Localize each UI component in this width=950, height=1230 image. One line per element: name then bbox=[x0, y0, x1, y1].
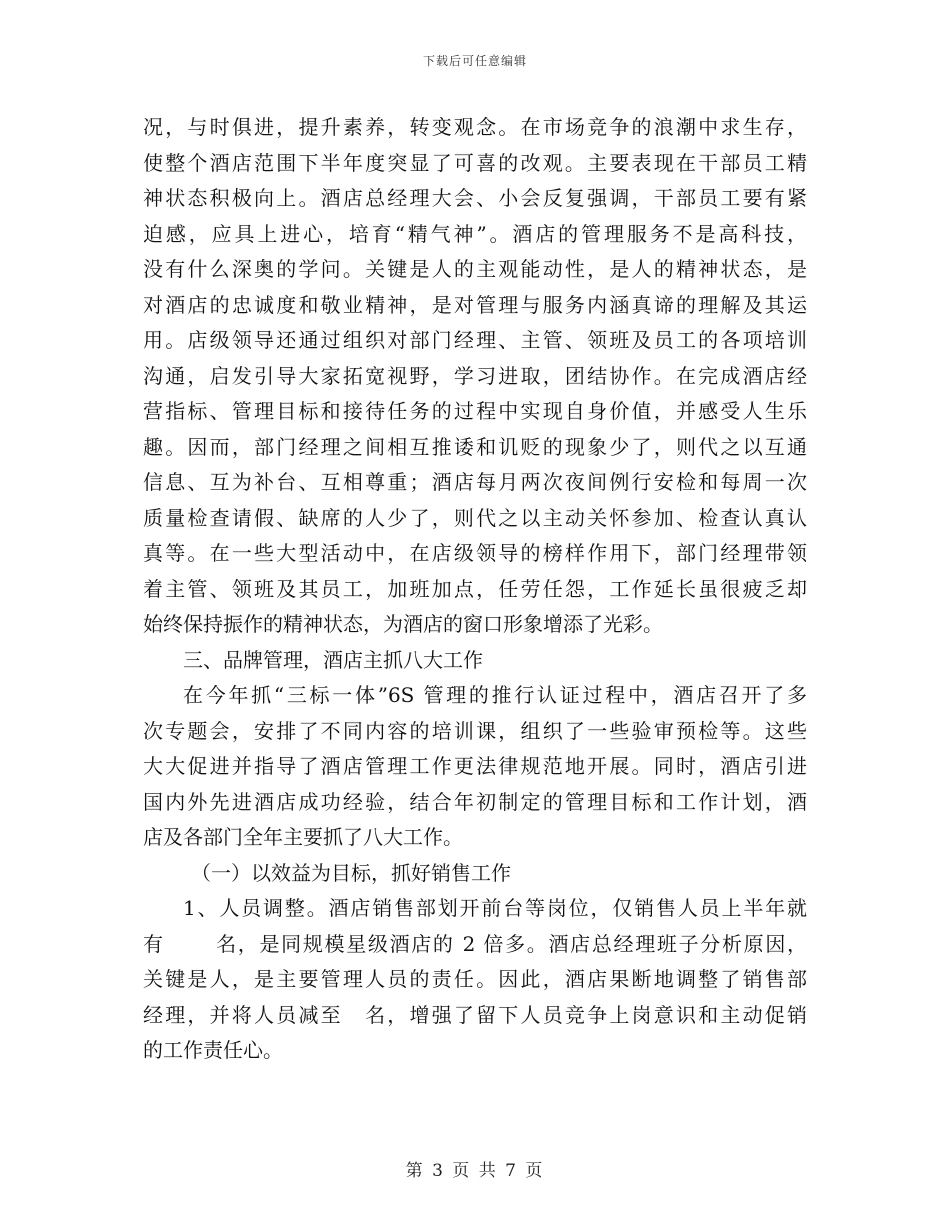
text-line: 的工作责任心。 bbox=[143, 1038, 283, 1062]
text-line: 经理，并将人员减至 名，增强了留下人员竞争上岗意识和主动促销 bbox=[143, 1002, 807, 1027]
text-line: 关键是人，是主要管理人员的责任。因此，酒店果断地调整了销售部 bbox=[143, 967, 807, 991]
page-header: 下载后可任意编辑 bbox=[422, 54, 527, 68]
text-line: 信息、互为补台、互相尊重；酒店每月两次夜间例行安检和每周一次 bbox=[143, 470, 807, 494]
text-line: 使整个酒店范围下半年度突显了可喜的改观。主要表现在干部员工精 bbox=[143, 150, 807, 175]
text-line: 况，与时俱进，提升素养，转变观念。在市场竞争的浪潮中求生存， bbox=[143, 115, 807, 139]
text-line: 有 名，是同规模星级酒店的 2 倍多。酒店总经理班子分析原因， bbox=[143, 931, 807, 956]
text-line: 在今年抓“三标一体”6S 管理的推行认证过程中，酒店召开了多 bbox=[183, 683, 807, 707]
text-line: 用。店级领导还通过组织对部门经理、主管、领班及员工的各项培训 bbox=[143, 328, 807, 352]
subsection-heading: （一）以效益为目标，抓好销售工作 bbox=[191, 860, 511, 885]
text-line: 营指标、管理目标和接待任务的过程中实现自身价值，并感受人生乐 bbox=[143, 399, 807, 423]
text-line: 没有什么深奥的学问。关键是人的主观能动性，是人的精神状态，是 bbox=[143, 257, 807, 281]
text-line: 质量检查请假、缺席的人少了，则代之以主动关怀参加、检查认真认 bbox=[143, 505, 807, 530]
text-line: 着主管、领班及其员工，加班加点，任劳任怨，工作延长虽很疲乏却 bbox=[143, 576, 807, 601]
page-number-footer: 第 3 页 共 7 页 bbox=[405, 1161, 545, 1181]
text-line: 大大促进并指导了酒店管理工作更法律规范地开展。同时，酒店引进 bbox=[143, 754, 807, 778]
text-line: 1、人员调整。酒店销售部划开前台等岗位，仅销售人员上半年就 bbox=[183, 896, 807, 920]
document-body bbox=[143, 110, 807, 1069]
text-line: 对酒店的忠诚度和敬业精神，是对管理与服务内涵真谛的理解及其运 bbox=[143, 292, 807, 317]
text-line: 次专题会，安排了不同内容的培训课，组织了一些验审预检等。这些 bbox=[143, 718, 807, 743]
text-line: 国内外先进酒店成功经验，结合年初制定的管理目标和工作计划，酒 bbox=[143, 789, 807, 814]
section-heading: 三、品牌管理，酒店主抓八大工作 bbox=[183, 647, 483, 672]
text-line: 趣。因而，部门经理之间相互推诿和讥贬的现象少了，则代之以互通 bbox=[143, 434, 807, 459]
text-line: 迫感，应具上进心，培育“精气神”。酒店的管理服务不是高科技， bbox=[143, 221, 807, 246]
text-line: 真等。在一些大型活动中，在店级领导的榜样作用下，部门经理带领 bbox=[143, 541, 807, 565]
text-line: 始终保持振作的精神状态，为酒店的窗口形象增添了光彩。 bbox=[143, 612, 663, 636]
text-line: 沟通，启发引导大家拓宽视野，学习进取，团结协作。在完成酒店经 bbox=[143, 363, 807, 388]
text-line: 神状态积极向上。酒店总经理大会、小会反复强调，干部员工要有紧 bbox=[143, 186, 807, 210]
text-line: 店及各部门全年主要抓了八大工作。 bbox=[143, 825, 463, 849]
